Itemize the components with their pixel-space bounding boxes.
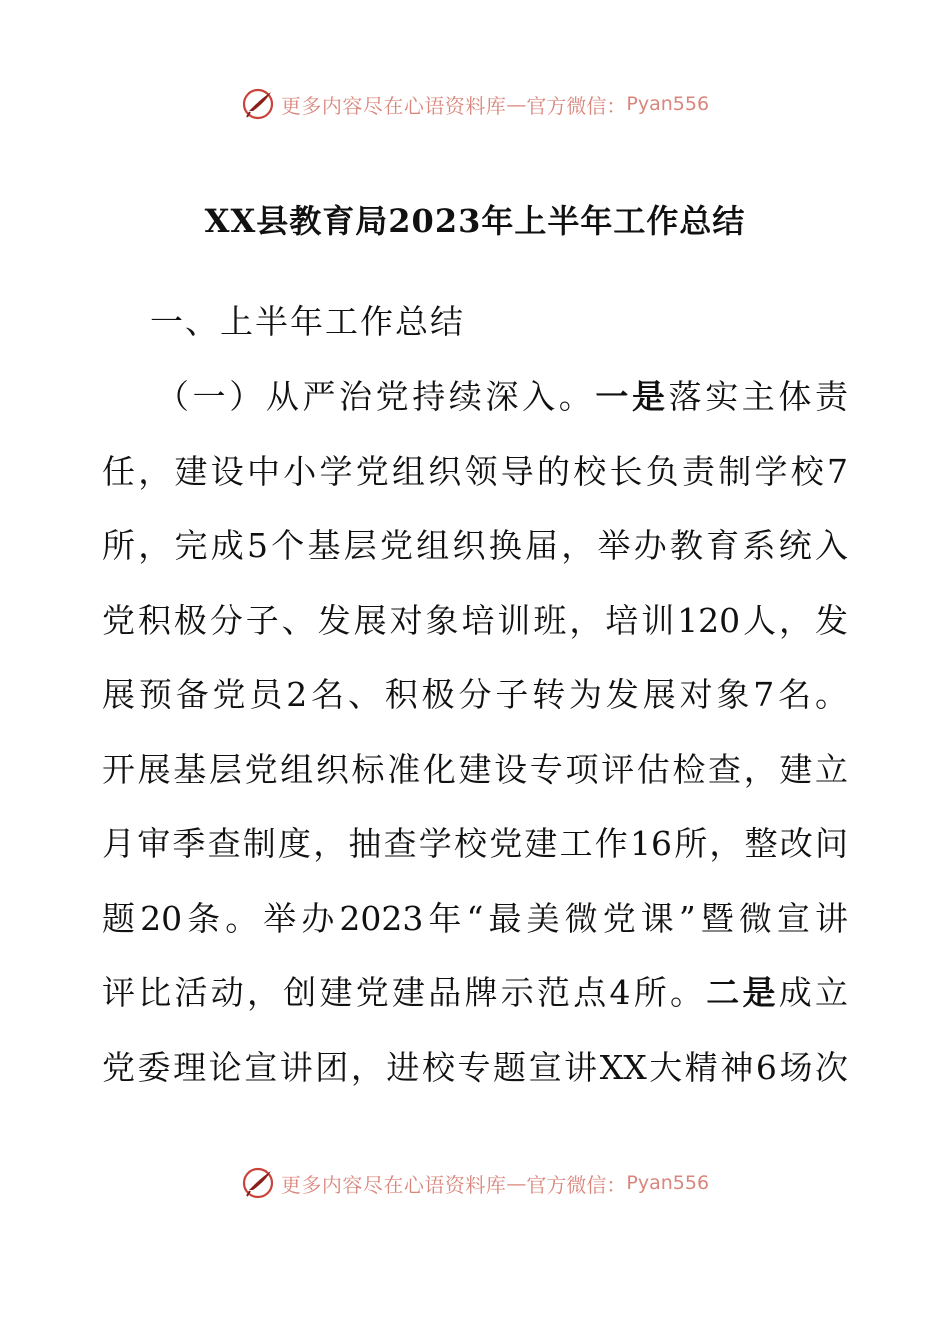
paragraph-line: （一）从严治党持续深入。一是落实主体责 [156,377,849,416]
emphasis-text: 二是 [706,973,779,1012]
paragraph-line: 所，完成5个基层党组织换届，举办教育系统入 [102,526,848,565]
paragraph-line: 题20条。举办2023年“最美微党课”暨微宣讲 [102,898,848,938]
paragraph-line: 任，建设中小学党组织领导的校长负责制学校7 [102,451,848,491]
quill-pen-circle-logo [241,1166,275,1200]
banner-site-text: 更多内容尽在心语资料库 [280,93,507,118]
paragraph-line: 评比活动，创建党建品牌示范点4所。二是成立 [102,973,848,1012]
header-banner [0,84,950,124]
banner-dash: — [506,92,527,116]
banner-wechat-id: Pyan556 [626,1172,710,1194]
quill-pen-circle-logo [241,87,275,121]
banner-official-text: 官方微信： [526,1172,627,1197]
body-paragraph [102,360,848,1105]
paragraph-line: 党委理论宣讲团，进校专题宣讲XX大精神6场次 [102,1047,848,1087]
paragraph-line: 月审季查制度，抽查学校党建工作16所，整改问 [102,824,848,863]
section-heading: 一、上半年工作总结 [150,302,465,341]
banner-official-text: 官方微信： [526,93,627,118]
banner-wechat-id: Pyan556 [626,93,710,115]
emphasis-text: 一是 [595,377,669,416]
banner-dash: — [506,1171,527,1195]
banner-site-text: 更多内容尽在心语资料库 [280,1172,507,1197]
paragraph-line: 开展基层党组织标准化建设专项评估检查，建立 [102,749,848,789]
document-title: XX县教育局2023年上半年工作总结 [204,202,746,240]
footer-banner [0,1163,950,1203]
paragraph-line: 党积极分子、发展对象培训班，培训120人，发 [102,600,848,640]
paragraph-line: 展预备党员2名、积极分子转为发展对象7名。 [102,675,848,714]
